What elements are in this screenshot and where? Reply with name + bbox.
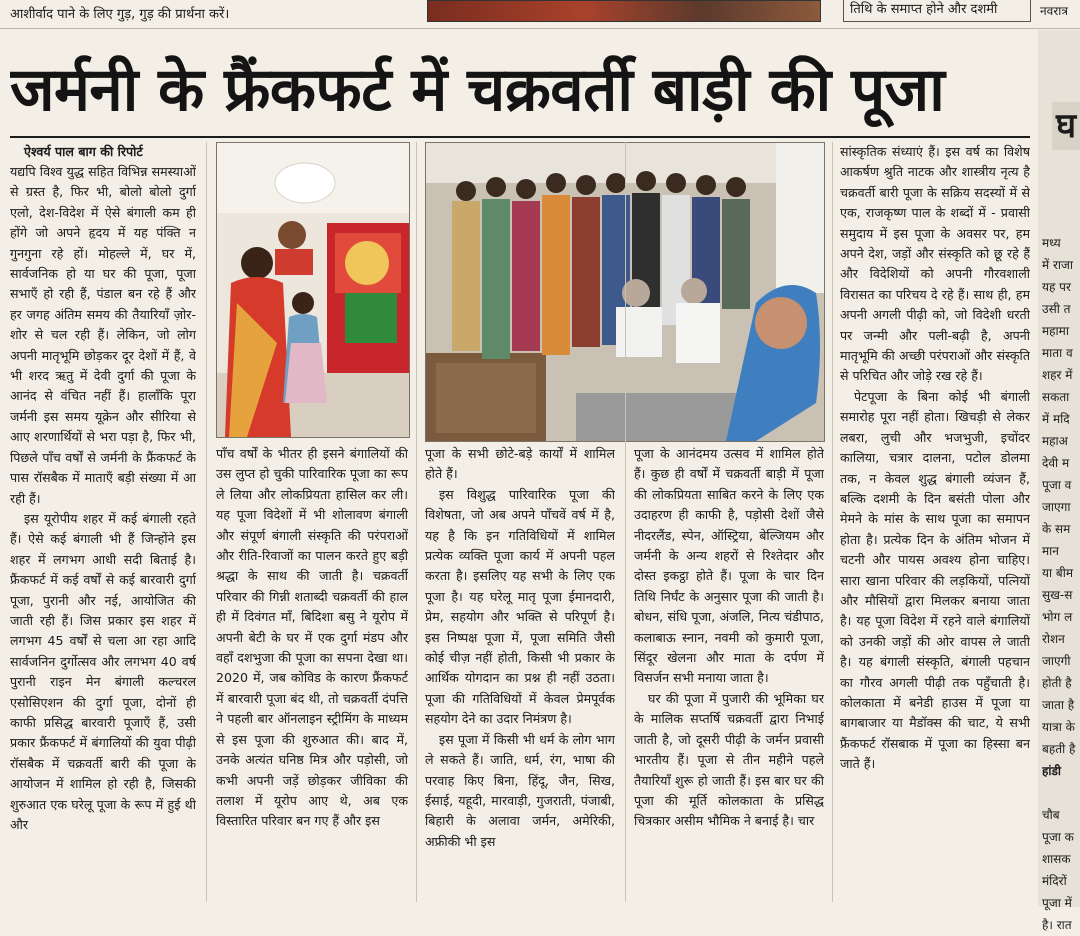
adjacent-headline-text: घ — [1056, 106, 1077, 146]
edge-line: महाअ — [1042, 434, 1068, 448]
adjacent-column-text — [1042, 232, 1080, 936]
edge-line: जाएगी — [1042, 654, 1071, 668]
paragraph: पेटपूजा के बिना कोई भी बंगाली समारोह पूरा नहीं होता। खिचड़ी से लेकर लबरा, लुची और भजभुजी, इचोंदर कालिया, चत्रार दालना, पटोल डोलमा तक, न केवल शुद्ध बंगाली व्यंजन हैं, बल्कि दशमी के दिन बसंती पोला और मेमने के मांस के साथ पूजा का समापन होता है। प्रत्येक दिन के अंतिम भोजन में चटनी और पायस अवश्य होना चाहिए। सारा खाना परिवार की लड़कियों, पत्नियों और मौसियों द्वारा मिलकर बनाया जाता है। यह पूजा विदेश में रहने वाले बंगालियों को उनकी जड़ों की ओर वापस ले जाती है। यह बंगाली संस्कृति, बंगाली पहचान का गौरव अगली पीढ़ी तक पहुँचाती है। कोलकाता में बनेडी हाउस में पूजा या बागबाजार या मैडॉक्स की चाट, ये सभी फ्रैंकफर्ट रॉसबाक में पूजा का हिस्सा बन जाते हैं। — [840, 388, 1030, 772]
column-divider — [206, 142, 207, 902]
family-photo-illustration — [217, 143, 409, 437]
edge-line: मान — [1042, 544, 1059, 558]
edge-line: यह पर — [1042, 280, 1071, 294]
edge-line: पूजा क — [1042, 830, 1074, 844]
column-divider — [832, 142, 833, 902]
edge-line: भोग ल — [1042, 610, 1073, 624]
edge-line: के सम — [1042, 522, 1071, 536]
paragraph: इस पूजा में किसी भी धर्म के लोग भाग ले सकते हैं। जाति, धर्म, रंग, भाषा की परवाह किए बिना, हिंदू, जैन, सिख, ईसाई, यहूदी, मारवाड़ी, गुजराती, पंजाबी, बिहारी के अलावा जर्मन, अमेरिकी, अफ्रीकी भी इस — [425, 731, 615, 849]
edge-line: देवी म — [1042, 456, 1070, 470]
article-column-2 — [216, 444, 408, 904]
adjacent-headline-fragment — [1052, 102, 1080, 150]
edge-line: सुख-स — [1042, 588, 1073, 602]
paragraph: पाँच वर्षों के भीतर ही इसने बंगालियों की उस लुप्त हो चुकी पारिवारिक पूजा का रूप ले लिया और लोकप्रियता हासिल कर ली। यह पूजा विदेशों में भी शोलावण बंगाली और संपूर्ण बंगाली संस्कृति की परंपराओं और रीति-रिवाजों का पालन करते हुए बड़ी श्रद्धा के साथ की जाती है। चक्रवर्ती परिवार की गिन्नी शताब्दी चक्रवर्ती की हाल ही में दिवंगत माँ, बिदिशा बसु ने यूरोप में अपनी बेटी के घर में एक दुर्गा मंडप और वहाँ दशभुजा की पूजा का सपना देखा था। 2020 में, जब कोविड के कारण फ्रैंकफर्ट में बारवारी पूजा बंद थी, तो चक्रवर्ती दंपत्ति ने पहली बार ऑनलाइन स्ट्रीमिंग के माध्यम से इस पूजा की शुरुआत की। बाद में, उनके अत्यंत घनिष्ठ मित्र और पड़ोसी, जो कभी अपनी जड़ें छोड़कर जीविका की तलाश में यूरोप आए थे, अब एक विस्तारित परिवार बन गए हैं और इस — [216, 446, 408, 829]
edge-line: मध्य — [1042, 236, 1061, 250]
edge-line: मंदिरों — [1042, 874, 1067, 888]
edge-line — [1042, 782, 1080, 804]
edge-line: चौब — [1042, 808, 1060, 822]
top-photo-fragment — [427, 0, 821, 22]
edge-line: में राजा — [1042, 258, 1074, 272]
edge-line: माता व — [1042, 346, 1073, 360]
previous-page-strip — [0, 0, 1080, 29]
top-left-text: आशीर्वाद पाने के लिए गुड़, गुड़ की प्रार्थना करें। — [10, 7, 230, 22]
edge-line: रोशन — [1042, 632, 1065, 646]
paragraph: इस विशुद्ध पारिवारिक पूजा की विशेषता, जो अब अपने पाँचवें वर्ष में है, यह है कि इन गतिविधियों में शामिल प्रत्येक व्यक्ति पूजा कार्य में अपनी पहल करता है। इसलिए यह सभी के लिए एक पूजा है। यह घरेलू मातृ पूजा ईमानदारी, प्रेम, सहयोग और भक्ति से परिपूर्ण है। इस निष्पक्ष पूजा में, पूजा समिति जैसी कोई चीज़ नहीं होती, किसी भी प्रकार के आर्थिक योगदान का प्रश्न ही नहीं उठता। पूजा की गतिविधियों में केवल प्रेमपूर्वक सहयोग देने का उदार निमंत्रण है। — [425, 486, 615, 727]
edge-line: महामा — [1042, 324, 1069, 338]
article-column-1 — [10, 142, 196, 904]
top-far-right-text: नवरात्र — [1040, 4, 1068, 18]
edge-line: पूजा व — [1042, 478, 1072, 492]
edge-line: यात्रा के — [1042, 720, 1075, 734]
article-column-5 — [840, 142, 1030, 904]
article-headline: जर्मनी के फ्रैंकफर्ट में चक्रवर्ती बाड़ी की पूजा — [10, 55, 945, 125]
paragraph: घर की पूजा में पुजारी की भूमिका घर के मालिक सप्तर्षि चक्रवर्ती द्वारा निभाई जाती है, जो दूसरी पीढ़ी के जर्मन प्रवासी भारतीय हैं। पूजा से तीन महीने पहले तैयारियाँ शुरू हो जाती हैं। इस बार घर की पूजा की मूर्ति कोलकाता के प्रसिद्ध चित्रकार असीम भौमिक ने बनाई है। चार — [634, 690, 824, 829]
edge-line: उसी त — [1042, 302, 1071, 316]
paragraph: सांस्कृतिक संध्याएं हैं। इस वर्ष का विशेष आकर्षण श्रुति नाटक और शास्त्रीय नृत्य है चक्रवर्ती बारी पूजा के सक्रिय सदस्यों में से एक, राजकृष्ण पाल के शब्दों में - प्रवासी समुदाय में इस पूजा के अवसर पर, हम अपने देश, जड़ों और संस्कृति को छू रहे हैं और विदेशियों को अपनी गौरवशाली विरासत का परिचय दे रहे हैं। साथ ही, हम अपनी अगली पीढ़ी को, जो विदेशी धरती पर जन्मी और पली-बढ़ी है, अपनी मातृभूमि की अच्छी परंपराओं और संस्कृति से परिचित और जोड़े रख रहे हैं। — [840, 144, 1030, 384]
edge-line: जाता है — [1042, 698, 1075, 712]
column-divider — [416, 142, 417, 902]
edge-line: शासक — [1042, 852, 1071, 866]
edge-line: सकता — [1042, 390, 1070, 404]
paragraph: पूजा के आनंदमय उत्सव में शामिल होते हैं। कुछ ही वर्षों में चक्रवर्ती बाड़ी में पूजा की लोकप्रियता साबित करने के लिए एक उदाहरण ही काफी है, पड़ोसी देशों जैसे नीदरलैंड, स्पेन, ऑस्ट्रिया, बेल्जियम और जर्मनी के अन्य शहरों से रिश्तेदार और दोस्त इकट्ठा होते हैं। पूजा के चार दिन तिथि निर्घंट के अनुसार पूजा की जाती है। बोधन, संधि पूजा, अंजलि, नित्य चंडीपाठ, कलाबाऊ स्नान, नवमी को कुमारी पूजा, सिंदूर खेलना और माता के दर्पण में विसर्जन सभी मनाया जाता है। — [634, 446, 824, 686]
article-column-4 — [634, 444, 824, 904]
edge-line: होती है — [1042, 676, 1072, 690]
article-byline: ऐश्वर्य पाल बाग की रिपोर्ट — [24, 144, 143, 159]
paragraph: इस यूरोपीय शहर में कई बंगाली रहते हैं। ऐसे कई बंगाली भी हैं जिन्होंने इस शहर में लगभग आधी सदी बिताई है। फ्रैंकफर्ट में कई वर्षों से कई बारवारी दुर्गा पूजा, पुरानी और नई, आयोजित की जाती रही हैं। जिस प्रकार इस शहर में लगभग 45 वर्षों से चला आ रहा आदि सार्वजनिन दुर्गोत्सव और लगभग 40 वर्ष पुरानी राइन मेन बंगाली कल्चरल एसोसिएशन की दुर्गा पूजा, दोनों ही काफी प्रसिद्ध बारवारी पूजाएँ हैं, उसी प्रकार फ्रैंकफर्ट में बंगालियों की युवा पीढ़ी रॉसबैक में चक्रवर्ती बारी की पूजा के आयोजन में शामिल हो रही है, जिसकी शुरुआत एक घरेलू पूजा के रूप में हुई थी और — [10, 510, 196, 832]
paragraph: पूजा के सभी छोटे-बड़े कार्यों में शामिल होते हैं। — [425, 446, 615, 482]
edge-line: में मदि — [1042, 412, 1070, 426]
edge-line: जाएगा — [1042, 500, 1071, 514]
headline-rule — [10, 136, 1030, 138]
top-right-box: तिथि के समाप्त होने और दशमी — [843, 0, 1031, 22]
article-column-3 — [425, 444, 615, 904]
edge-line: या बीम — [1042, 566, 1074, 580]
edge-line: है। रात — [1042, 918, 1072, 932]
edge-line: हांडी — [1042, 764, 1062, 778]
edge-line: बहती है — [1042, 742, 1076, 756]
paragraph: यद्यपि विश्व युद्ध सहित विभिन्न समस्याओं से ग्रस्त है, फिर भी, बोलो बोलो दुर्गा एलो, देश-विदेश में ऐसे बंगाली कम ही होंगे जो अपने हृदय में यह पंक्ति न गुनगुना रहे हों। मोहल्ले में, घर में, सार्वजनिक हो या घर की पूजा, पूजा सभाएँ हो रही हैं, पंडाल बन रहे हैं और हर जगह अंतिम समय की तैयारियाँ ज़ोर-शोर से चल रही हैं। लेकिन, जो लोग अपनी मातृभूमि छोड़कर दूर देशों में हैं, वे भी शरद ऋतु में देवी दुर्गा की पूजा के आनंद से वंचित नहीं हैं। हालाँकि पूरा जर्मनी इस समय यूक्रेन और सीरिया से आए शरणार्थियों से भरा पड़ा है, फिर भी, पिछले पाँच वर्षों से जर्मनी के फ्रैंकफर्ट के पास रॉसबैक में माताएँ बड़ी संख्या में आ रही हैं। — [10, 164, 196, 506]
column-divider — [625, 142, 626, 902]
edge-line: शहर में — [1042, 368, 1073, 382]
edge-line: पूजा में — [1042, 896, 1072, 910]
family-photo-portrait — [216, 142, 410, 438]
